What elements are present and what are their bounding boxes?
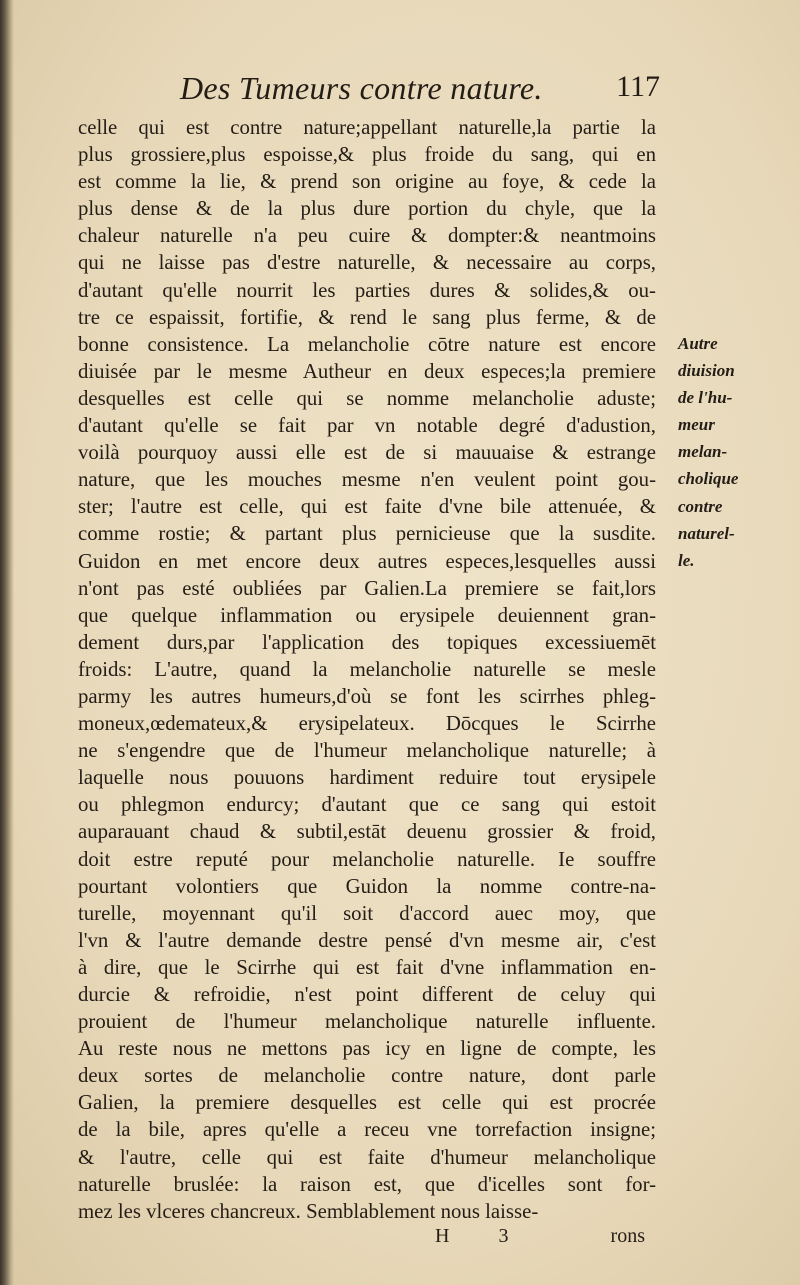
text-line: mez les vlceres chancreux. Semblablement nous laisse- — [78, 1199, 539, 1223]
text-line: bonne consistence. La melancholie cōtre nature est encore — [78, 332, 656, 356]
text-line: n'ont pas esté oubliées par Galien.La premiere se fait,lors — [78, 576, 656, 600]
page-number: 117 — [616, 70, 660, 103]
text-line: froids: L'autre, quand la melancholie naturelle se mesle — [78, 657, 656, 681]
text-line: turelle, moyennant qu'il soit d'accord auec moy, que — [78, 901, 656, 925]
text-line: plus dense & de la plus dure portion du chyle, que la — [78, 197, 656, 221]
text-line: Guidon en met encore deux autres especes,lesquelles aussi — [78, 549, 656, 573]
text-line: à dire, que le Scirrhe qui est fait d'vne inflammation en- — [78, 955, 656, 979]
text-line: ou phlegmon endurcy; d'autant que ce sang qui estoit — [78, 793, 656, 817]
text-line: ne s'engendre que de l'humeur melancholique naturelle; à — [78, 739, 656, 763]
page-binding-edge — [0, 0, 14, 1285]
text-line: deux sortes de melancholie contre nature, dont parle — [78, 1064, 656, 1088]
text-line: est comme la lie, & prend son origine au foye, & cede la — [78, 170, 656, 194]
text-line: dement durs,par l'application des topiques excessiuemēt — [78, 630, 656, 654]
margin-note-line: naturel- — [678, 523, 735, 543]
text-line: chaleur naturelle n'a peu cuire & dompter:& neantmoins — [78, 224, 656, 248]
margin-note-line: cholique — [678, 469, 739, 489]
text-line: pourtant volontiers que Guidon la nomme contre-na- — [78, 874, 656, 898]
margin-note-line: de l'hu- — [678, 388, 733, 408]
running-title: Des Tumeurs contre nature. — [180, 70, 543, 106]
page-header — [180, 70, 660, 114]
text-line: prouient de l'humeur melancholique naturelle influente. — [78, 1010, 656, 1034]
catchword: rons — [610, 1225, 645, 1247]
text-line: & l'autre, celle qui est faite d'humeur melancholique — [78, 1145, 656, 1169]
margin-note — [678, 330, 788, 574]
text-line: diuisée par le mesme Autheur en deux especes;la premiere — [78, 359, 656, 383]
text-line: desquelles est celle qui se nomme melancholie aduste; — [78, 386, 656, 410]
margin-note-line: contre — [678, 496, 723, 516]
text-line: moneux,œdemateux,& erysipelateux. Dōcques le Scirrhe — [78, 712, 656, 736]
text-line: plus grossiere,plus espoisse,& plus froide du sang, qui en — [78, 143, 656, 167]
text-line: que quelque inflammation ou erysipele deuiennent gran- — [78, 603, 656, 627]
margin-note-line: diuision — [678, 361, 735, 381]
text-line: d'autant qu'elle nourrit les parties dures & solides,& ou- — [78, 278, 656, 302]
margin-note-line: meur — [678, 415, 715, 435]
text-line: tre ce espaissit, fortifie, & rend le sang plus ferme, & de — [78, 305, 656, 329]
margin-note-line: le. — [678, 550, 695, 570]
text-line: qui ne laisse pas d'estre naturelle, & necessaire au corps, — [78, 251, 656, 275]
text-line: naturelle bruslée: la raison est, que d'icelles sont for- — [78, 1172, 656, 1196]
text-line: Galien, la premiere desquelles est celle qui est procrée — [78, 1091, 656, 1115]
text-line: de la bile, apres qu'elle a receu vne torrefaction insigne; — [78, 1118, 656, 1142]
text-line: nature, que les mouches mesme n'en veulent point gou- — [78, 468, 656, 492]
signature-mark: H 3 — [435, 1225, 531, 1247]
text-line: l'vn & l'autre demande destre pensé d'vn mesme air, c'est — [78, 928, 656, 952]
text-line: ster; l'autre est celle, qui est faite d'vne bile attenuée, & — [78, 495, 656, 519]
text-line: comme rostie; & partant plus pernicieuse que la susdite. — [78, 522, 656, 546]
text-line: durcie & refroidie, n'est point different de celuy qui — [78, 983, 656, 1006]
text-line: parmy les autres humeurs,d'où se font les scirrhes phleg- — [78, 684, 656, 708]
page-footer — [425, 1225, 645, 1255]
text-line: celle qui est contre nature;appellant naturelle,la partie la — [78, 116, 656, 139]
margin-note-line: Autre — [678, 334, 718, 353]
margin-note-line: melan- — [678, 442, 728, 462]
text-line: d'autant qu'elle se fait par vn notable degré d'adustion, — [78, 414, 656, 438]
text-line: laquelle nous pouuons hardiment reduire tout erysipele — [78, 766, 656, 790]
text-line: voilà pourquoy aussi elle est de si mauuaise & estrange — [78, 441, 656, 465]
text-line: Au reste nous ne mettons pas icy en ligne de compte, les — [78, 1037, 656, 1061]
text-line: auparauant chaud & subtil,estāt deuenu grossier & froid, — [78, 820, 656, 844]
text-line: doit estre reputé pour melancholie naturelle. Ie souffre — [78, 847, 656, 871]
body-text — [78, 114, 656, 1225]
